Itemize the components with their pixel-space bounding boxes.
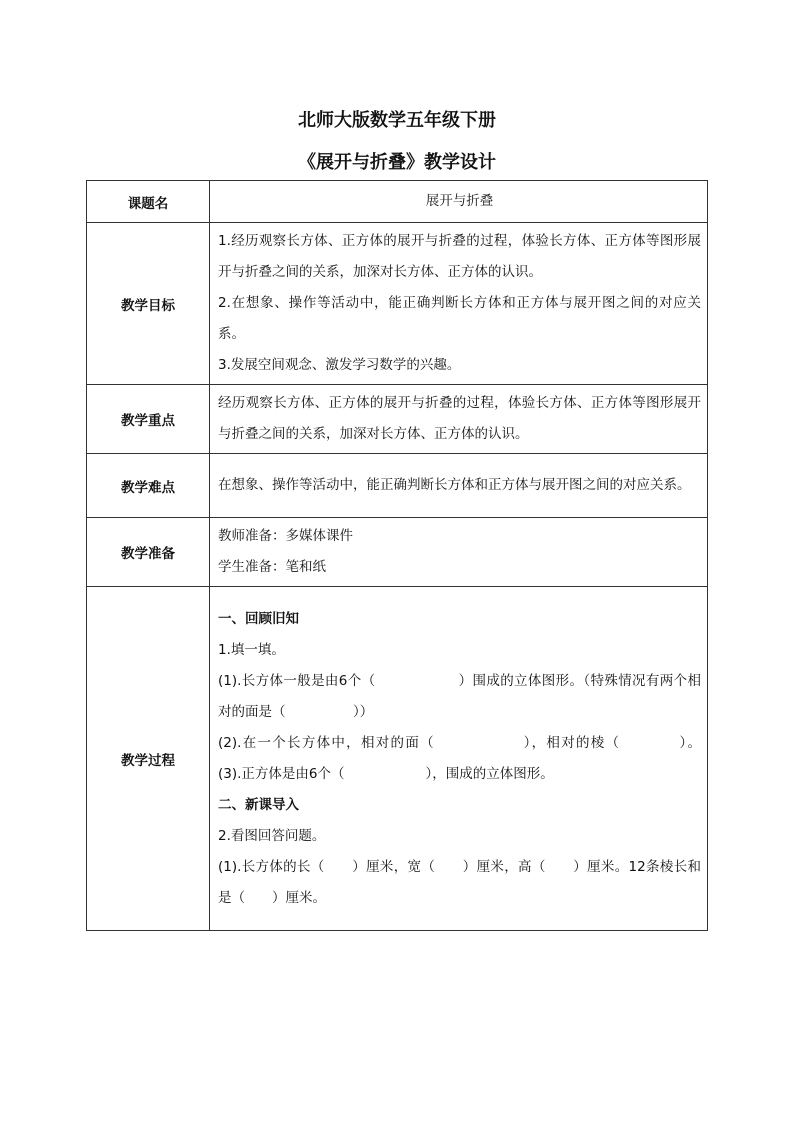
lesson-plan-table xyxy=(86,180,708,931)
table-row-topic xyxy=(87,181,708,223)
question: 1.填一填。 xyxy=(218,641,285,658)
section-heading: 一、回顾旧知 xyxy=(218,610,299,627)
table-row-key-points xyxy=(87,385,708,454)
topic-label: 课题名 xyxy=(87,181,210,223)
table-row-goals xyxy=(87,223,708,385)
table-row-difficulties xyxy=(87,454,708,518)
preparation-content xyxy=(210,518,708,587)
student-preparation: 学生准备：笔和纸 xyxy=(218,559,326,575)
question-item: (1).长方体一般是由6个（ ）围成的立体图形。（特殊情况有两个相对的面是（ ）） xyxy=(218,672,701,720)
goal-item: 1.经历观察长方体、正方体的展开与折叠的过程，体验长方体、正方体等图形展开与折叠之间的关系，加深对长方体、正方体的认识。 xyxy=(218,233,701,280)
goal-item: 2.在想象、操作等活动中，能正确判断长方体和正方体与展开图之间的对应关系。 xyxy=(218,295,701,342)
process-content xyxy=(210,587,708,931)
question: 2.看图回答问题。 xyxy=(218,827,326,844)
key-points-text: 经历观察长方体、正方体的展开与折叠的过程，体验长方体、正方体等图形展开与折叠之间的关系，加深对长方体、正方体的认识。 xyxy=(210,385,708,454)
question-item: (3).正方体是由6个（ ），围成的立体图形。 xyxy=(218,765,554,782)
table-row-process xyxy=(87,587,708,931)
key-points-label: 教学重点 xyxy=(87,385,210,454)
question-item: (1).长方体的长（ ）厘米，宽（ ）厘米，高（ ）厘米。12条棱长和是（ ）厘米。 xyxy=(218,858,701,906)
section-heading: 二、新课导入 xyxy=(218,796,299,813)
process-label: 教学过程 xyxy=(87,587,210,931)
table-row-preparation xyxy=(87,518,708,587)
topic-value: 展开与折叠 xyxy=(210,181,708,223)
question-item: (2).在一个长方体中，相对的面（ ），相对的棱（ ）。 xyxy=(218,734,701,751)
doc-title-line2: 《展开与折叠》教学设计 xyxy=(298,152,496,173)
goals-content xyxy=(210,223,708,385)
goal-item: 3.发展空间观念、激发学习数学的兴趣。 xyxy=(218,357,461,373)
doc-title-line1: 北师大版数学五年级下册 xyxy=(298,110,496,131)
difficulties-text: 在想象、操作等活动中，能正确判断长方体和正方体与展开图之间的对应关系。 xyxy=(210,454,708,518)
difficulties-label: 教学难点 xyxy=(87,454,210,518)
teacher-preparation: 教师准备：多媒体课件 xyxy=(218,528,353,544)
preparation-label: 教学准备 xyxy=(87,518,210,587)
goals-label: 教学目标 xyxy=(87,223,210,385)
